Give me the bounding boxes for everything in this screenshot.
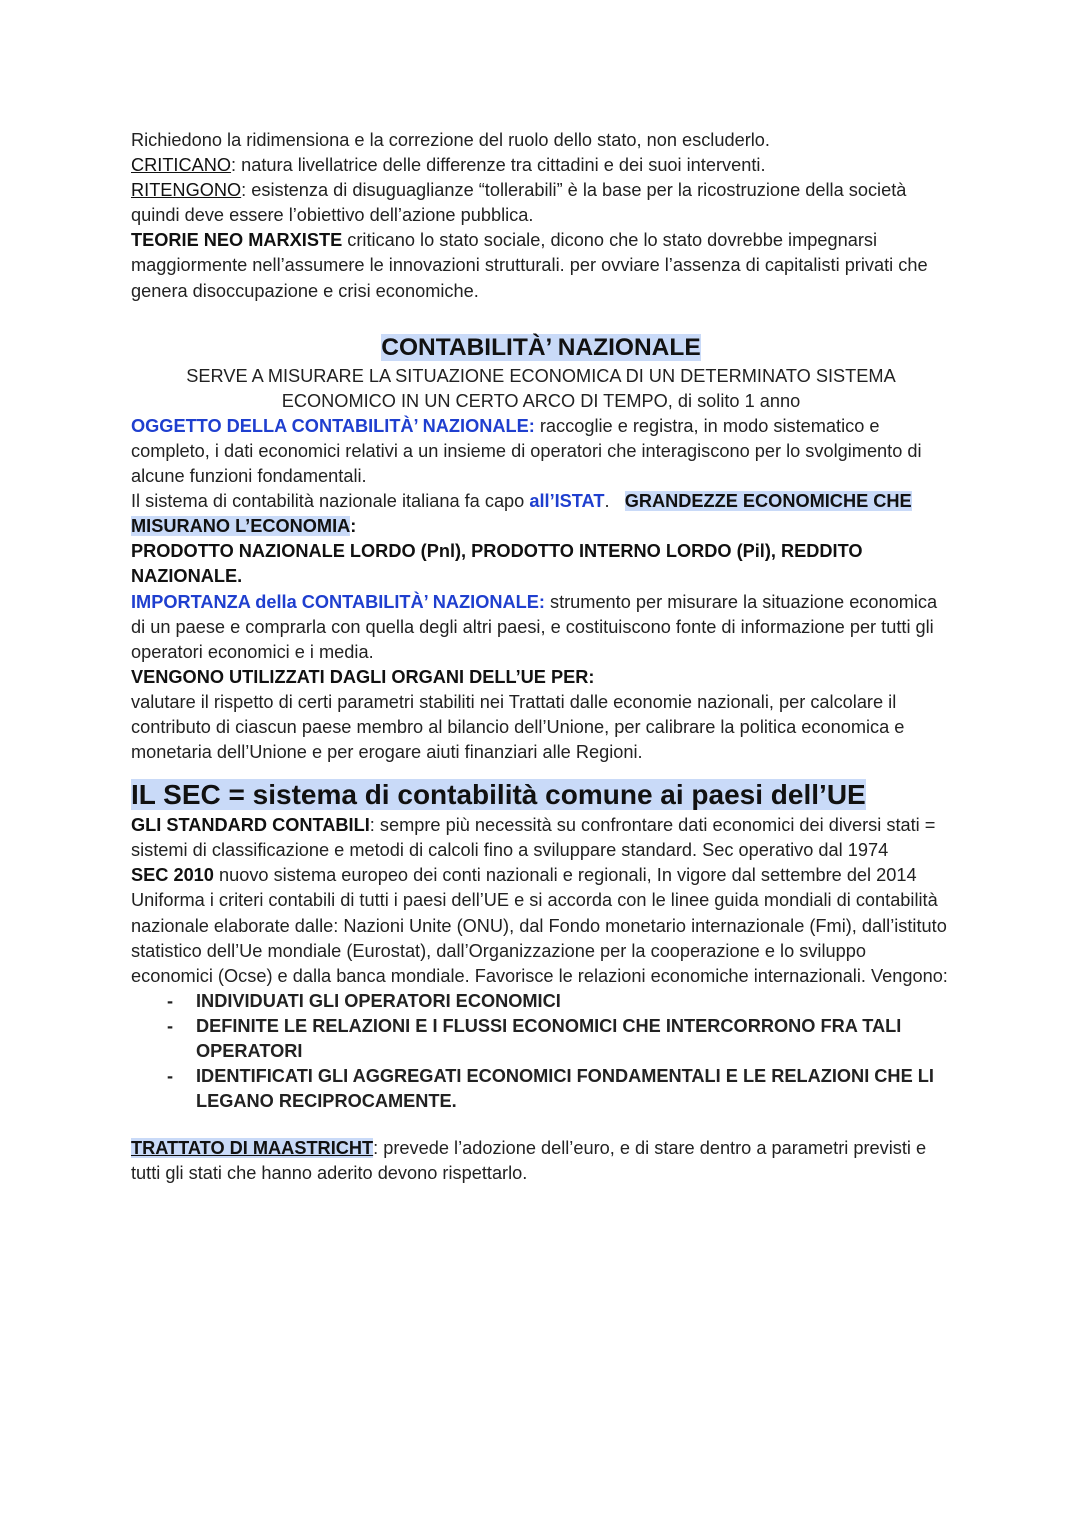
oggetto-text: raccoglie e registra, in modo sistematico e completo, i dati economici relativi a un insieme di operatori che interagiscono per lo svolgimento di alcune funzioni fondamentali. bbox=[131, 415, 922, 487]
intro-line: Richiedono la ridimensiona e la correzione del ruolo dello stato, non escluderlo. bbox=[131, 130, 770, 150]
importanza-text: strumento per misurare la situazione economica di un paese e comprarla con quella degli altri paesi, e costituiscono fonte di informazione per tutti gli operatori economici e i media. bbox=[131, 591, 938, 662]
importanza-paragraph bbox=[131, 590, 951, 665]
neo-marxiste-label: TEORIE NEO MARXISTE bbox=[131, 230, 343, 251]
sec-section bbox=[131, 777, 951, 1114]
istat-label: all’ISTAT bbox=[529, 491, 605, 512]
criticano-label: CRITICANO bbox=[131, 155, 232, 176]
oggetto-paragraph bbox=[131, 414, 951, 489]
intro-section bbox=[131, 128, 951, 304]
istat-paragraph: Il sistema di contabilità nazionale italiana fa capo all’ISTAT. GRANDEZZE ECONOMICHE CHE MISURANO L’ECONOMIA: bbox=[131, 491, 912, 537]
uniforma-paragraph: Uniforma i criteri contabili di tutti i paesi dell’UE e si accorda con le linee guida mondiali di contabilità nazionale elaborate dalle: Nazioni Unite (ONU), dal Fondo monetario internazionale (Fmi), dall’istituto statistico dell’Ue mondiale (Eurostat), dall’Organizzazione per la cooperazione e lo sviluppo economici (Ocse) e dalla banca mondiale. Favorisce le relazioni economiche internazionali. Vengono: bbox=[131, 890, 948, 986]
criticano-text: : natura livellatrice delle differenze tra cittadini e dei suoi interventi. bbox=[231, 155, 766, 176]
ue-text: valutare il rispetto di certi parametri stabiliti nei Trattati dalle economie nazionali, per calcolare il contributo di ciascun paese membro al bilancio dell’Unione, per calibrare la politica economica e monetaria dell’Unione e per erogare aiuti finanziari alle Regioni. bbox=[131, 691, 905, 763]
list-item: - INDIVIDUATI GLI OPERATORI ECONOMICI bbox=[167, 989, 951, 1014]
document-page bbox=[131, 128, 951, 1186]
maastricht-text: : prevede l’adozione dell’euro, e di stare dentro a parametri previsti e tutti gli stati che hanno aderito devono rispettarlo. bbox=[131, 1138, 927, 1184]
grandezze-list: PRODOTTO NAZIONALE LORDO (Pnl), PRODOTTO INTERNO LORDO (Pil), REDDITO NAZIONALE. bbox=[131, 541, 863, 587]
standard-text: : sempre più necessità su confrontare dati economici dei diversi stati = sistemi di classificazione e metodi di calcoli fino a sviluppare standard. Sec operativo dal 1974 bbox=[131, 815, 936, 861]
sec-title: IL SEC = sistema di contabilità comune ai paesi dell’UE bbox=[131, 779, 866, 811]
oggetto-label: OGGETTO DELLA CONTABILITÀ’ NAZIONALE: bbox=[131, 415, 535, 436]
list-item: - IDENTIFICATI GLI AGGREGATI ECONOMICI FONDAMENTALI E LE RELAZIONI CHE LI LEGANO RECIPROCAMENTE. bbox=[167, 1064, 951, 1114]
vengono-list bbox=[131, 989, 951, 1114]
ritengono-label: RITENGONO bbox=[131, 180, 242, 201]
sec2010-paragraph bbox=[131, 863, 951, 888]
sec2010-label: SEC 2010 bbox=[131, 865, 214, 886]
importanza-label: IMPORTANZA della CONTABILITÀ’ NAZIONALE: bbox=[131, 591, 545, 612]
contabilita-section bbox=[131, 332, 951, 766]
neo-marxiste-paragraph bbox=[131, 228, 951, 303]
maastricht-paragraph bbox=[131, 1136, 951, 1186]
sec2010-text: nuovo sistema europeo dei conti nazionali e regionali, In vigore dal settembre del 2014 bbox=[213, 865, 917, 886]
maastricht-label: TRATTATO DI MAASTRICHT bbox=[131, 1138, 374, 1159]
ue-heading: VENGONO UTILIZZATI DAGLI ORGANI DELL’UE PER: bbox=[131, 666, 595, 687]
list-item: - DEFINITE LE RELAZIONI E I FLUSSI ECONOMICI CHE INTERCORRONO FRA TALI OPERATORI bbox=[167, 1014, 951, 1064]
contabilita-subtitle: SERVE A MISURARE LA SITUAZIONE ECONOMICA DI UN DETERMINATO SISTEMA ECONOMICO IN UN CERTO ARCO DI TEMPO, di solito 1 anno bbox=[186, 365, 896, 411]
contabilita-title: CONTABILITÀ’ NAZIONALE bbox=[381, 333, 701, 361]
grandezze-label: GRANDEZZE ECONOMICHE CHE MISURANO L’ECONOMIA bbox=[131, 491, 912, 537]
ritengono-paragraph bbox=[131, 178, 951, 228]
standard-label: GLI STANDARD CONTABILI bbox=[131, 815, 370, 836]
standard-paragraph bbox=[131, 813, 951, 863]
neo-marxiste-text: criticano lo stato sociale, dicono che lo stato dovrebbe impegnarsi maggiormente nell’assumere le innovazioni strutturali. per ovviare l’assenza di capitalisti privati che genera disoccupazione e crisi economiche. bbox=[131, 230, 928, 301]
criticano-paragraph bbox=[131, 153, 951, 178]
ritengono-text: : esistenza di disuguaglianze “tollerabili” è la base per la ricostruzione della società quindi deve essere l’obiettivo dell’azione pubblica. bbox=[131, 180, 907, 226]
